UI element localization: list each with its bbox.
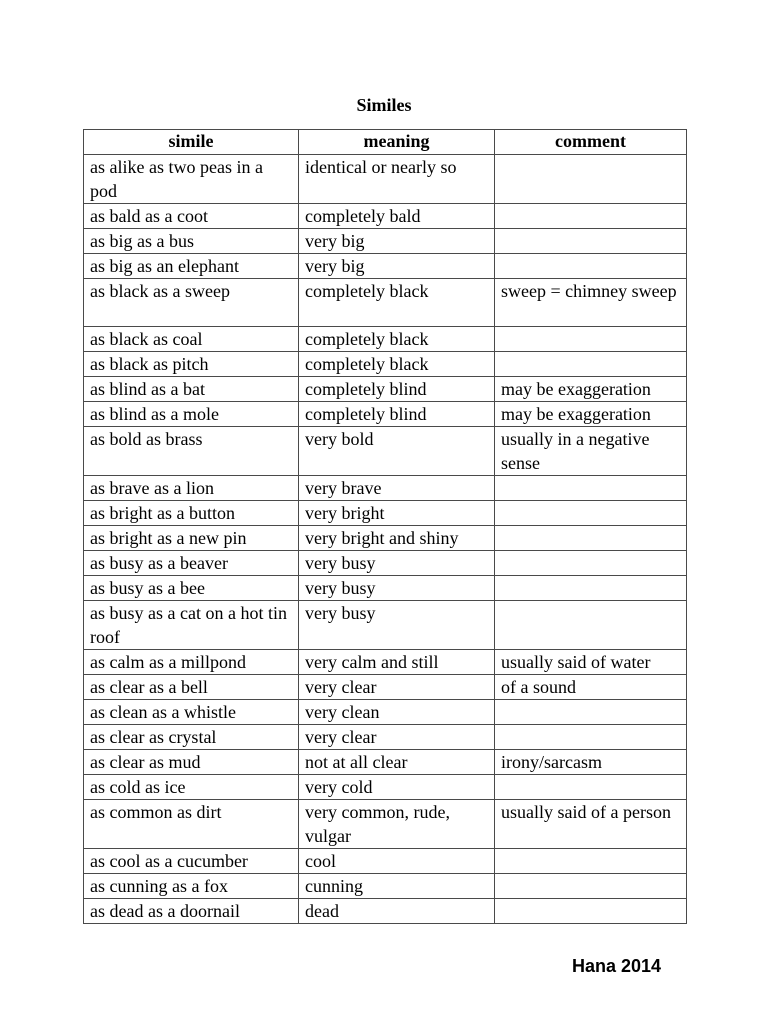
cell-meaning: very busy	[299, 576, 495, 601]
cell-simile: as busy as a bee	[84, 576, 299, 601]
cell-meaning: very bold	[299, 427, 495, 476]
cell-simile: as calm as a millpond	[84, 650, 299, 675]
cell-meaning: very common, rude, vulgar	[299, 800, 495, 849]
table-row	[84, 501, 687, 526]
cell-meaning: completely black	[299, 327, 495, 352]
cell-simile: as black as coal	[84, 327, 299, 352]
cell-comment: sweep = chimney sweep	[495, 279, 687, 327]
cell-comment	[495, 501, 687, 526]
cell-meaning: very big	[299, 254, 495, 279]
table-row	[84, 849, 687, 874]
cell-comment	[495, 775, 687, 800]
cell-simile: as bold as brass	[84, 427, 299, 476]
cell-simile: as blind as a mole	[84, 402, 299, 427]
cell-meaning: very calm and still	[299, 650, 495, 675]
cell-comment	[495, 725, 687, 750]
cell-simile: as blind as a bat	[84, 377, 299, 402]
cell-meaning: very busy	[299, 551, 495, 576]
table-row	[84, 576, 687, 601]
cell-simile: as big as a bus	[84, 229, 299, 254]
column-header-meaning: meaning	[299, 130, 495, 155]
cell-meaning: very clear	[299, 725, 495, 750]
table-row	[84, 476, 687, 501]
table-row	[84, 427, 687, 476]
cell-comment	[495, 476, 687, 501]
cell-simile: as cool as a cucumber	[84, 849, 299, 874]
similes-table	[83, 129, 687, 924]
cell-comment	[495, 899, 687, 924]
cell-simile: as dead as a doornail	[84, 899, 299, 924]
cell-comment	[495, 254, 687, 279]
cell-simile: as black as a sweep	[84, 279, 299, 327]
table-row	[84, 650, 687, 675]
cell-meaning: dead	[299, 899, 495, 924]
cell-comment	[495, 874, 687, 899]
cell-simile: as clean as a whistle	[84, 700, 299, 725]
cell-meaning: identical or nearly so	[299, 155, 495, 204]
table-row	[84, 551, 687, 576]
table-row	[84, 254, 687, 279]
table-row	[84, 725, 687, 750]
cell-comment: of a sound	[495, 675, 687, 700]
table-row	[84, 402, 687, 427]
cell-meaning: very brave	[299, 476, 495, 501]
cell-meaning: cool	[299, 849, 495, 874]
cell-comment: may be exaggeration	[495, 377, 687, 402]
cell-meaning: very cold	[299, 775, 495, 800]
table-row	[84, 750, 687, 775]
cell-simile: as black as pitch	[84, 352, 299, 377]
cell-meaning: very clean	[299, 700, 495, 725]
column-header-comment: comment	[495, 130, 687, 155]
cell-comment	[495, 849, 687, 874]
cell-comment	[495, 204, 687, 229]
table-row	[84, 700, 687, 725]
cell-comment	[495, 352, 687, 377]
cell-comment	[495, 576, 687, 601]
cell-meaning: completely black	[299, 352, 495, 377]
table-row	[84, 526, 687, 551]
cell-comment	[495, 601, 687, 650]
cell-simile: as clear as crystal	[84, 725, 299, 750]
cell-simile: as cunning as a fox	[84, 874, 299, 899]
column-header-simile: simile	[84, 130, 299, 155]
table-body	[84, 155, 687, 924]
author-footer: Hana 2014	[572, 956, 662, 976]
cell-comment	[495, 155, 687, 204]
cell-simile: as common as dirt	[84, 800, 299, 849]
cell-meaning: cunning	[299, 874, 495, 899]
table-row	[84, 800, 687, 849]
cell-simile: as bright as a new pin	[84, 526, 299, 551]
cell-comment: usually said of water	[495, 650, 687, 675]
cell-meaning: completely blind	[299, 402, 495, 427]
table-row	[84, 675, 687, 700]
cell-comment	[495, 229, 687, 254]
cell-simile: as big as an elephant	[84, 254, 299, 279]
cell-simile: as alike as two peas in a pod	[84, 155, 299, 204]
table-header-row	[84, 130, 687, 155]
cell-simile: as clear as mud	[84, 750, 299, 775]
cell-simile: as cold as ice	[84, 775, 299, 800]
cell-meaning: not at all clear	[299, 750, 495, 775]
cell-comment: may be exaggeration	[495, 402, 687, 427]
cell-meaning: very big	[299, 229, 495, 254]
cell-comment	[495, 526, 687, 551]
cell-meaning: completely bald	[299, 204, 495, 229]
page-title: Similes	[356, 95, 412, 115]
cell-comment: usually in a negative sense	[495, 427, 687, 476]
table-row	[84, 601, 687, 650]
table-row	[84, 204, 687, 229]
table-row	[84, 899, 687, 924]
cell-meaning: completely blind	[299, 377, 495, 402]
table-row	[84, 352, 687, 377]
cell-simile: as brave as a lion	[84, 476, 299, 501]
cell-comment	[495, 551, 687, 576]
cell-simile: as busy as a cat on a hot tin roof	[84, 601, 299, 650]
cell-meaning: very busy	[299, 601, 495, 650]
table-row	[84, 377, 687, 402]
cell-simile: as bald as a coot	[84, 204, 299, 229]
cell-meaning: very bright and shiny	[299, 526, 495, 551]
cell-simile: as clear as a bell	[84, 675, 299, 700]
table-row	[84, 327, 687, 352]
cell-simile: as busy as a beaver	[84, 551, 299, 576]
cell-comment	[495, 700, 687, 725]
cell-comment	[495, 327, 687, 352]
table-row	[84, 874, 687, 899]
cell-meaning: very bright	[299, 501, 495, 526]
cell-meaning: completely black	[299, 279, 495, 327]
table-row	[84, 229, 687, 254]
cell-meaning: very clear	[299, 675, 495, 700]
table-row	[84, 279, 687, 327]
cell-comment: irony/sarcasm	[495, 750, 687, 775]
table-row	[84, 155, 687, 204]
cell-comment: usually said of a person	[495, 800, 687, 849]
table-row	[84, 775, 687, 800]
cell-simile: as bright as a button	[84, 501, 299, 526]
